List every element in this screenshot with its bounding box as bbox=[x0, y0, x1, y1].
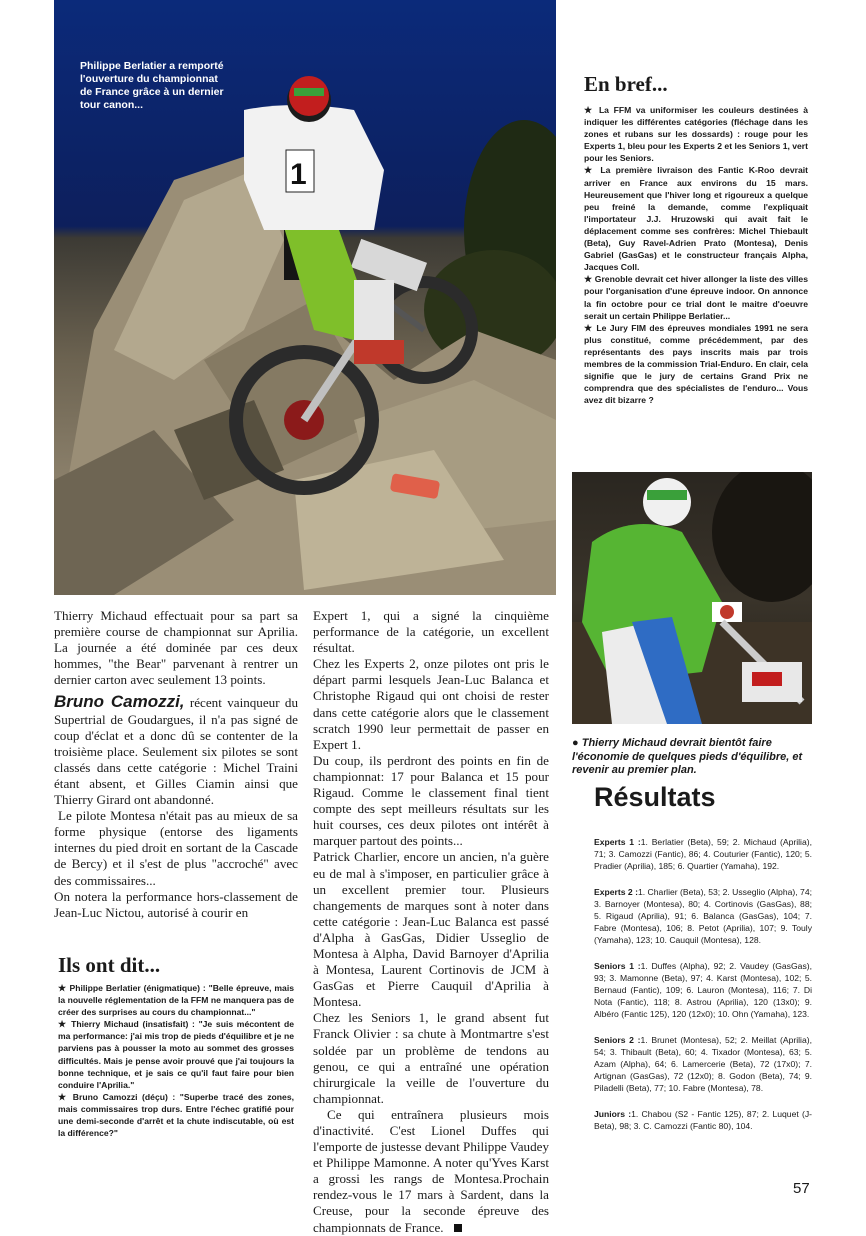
rider-number: 1 bbox=[290, 158, 307, 191]
michaud-photo-illustration bbox=[572, 472, 812, 724]
photo-caption-berlatier: Philippe Berlatier a remporté l'ouverture du championnat de France grâce à un dernier tour canon... bbox=[80, 60, 224, 111]
paragraph: Le pilote Montesa n'était pas au mieux de sa forme physique (entorse des ligaments internes du pied droit en sortant de la Cascade de Bercy) et il s'est de plus "accroché" avec des commissaires... bbox=[54, 808, 298, 888]
bullet-icon: ● bbox=[572, 737, 579, 749]
result-block: Seniors 1 :1. Duffes (Alpha), 92; 2. Vaudey (GasGas), 93; 3. Mamonne (Beta), 97; 4. Karst (Montesa), 102; 5. Bernaud (Fantic), 109; 6. Lauron (Montesa), 116; 7. Di Nota (Fantic), 118; 8. Astrou (Aprilia), 120 (13x0); 9. Albéro (Fantic 125), 120 (12x0); 10. Ohn (Yamaha), 123. bbox=[594, 960, 812, 1020]
category-label: Seniors 2 : bbox=[594, 1034, 641, 1045]
en-bref-item: ★ La FFM va uniformiser les couleurs destinées à indiquer les différentes catégories (fléchage dans les zones et rubans sur les dossards) : rouge pour les Experts 1, bleu pour les Experts 2 et les Seniors 1, vert pour les Seniors. bbox=[584, 105, 809, 164]
resultats-title: Résultats bbox=[594, 782, 716, 812]
star-icon: ★ bbox=[584, 165, 595, 176]
resultats-list bbox=[594, 836, 812, 1145]
en-bref-item: ★ Le Jury FIM des épreuves mondiales 1991 ne sera plus constitué, comme précédemment, par des représentants des pays inscrits mais par trois membres de la commission Trial-Enduro. En clair, cela signifie que le jury de certains Grand Prix ne comprendra que des spécialistes de l'enduro... Vous avez dit bizarre ? bbox=[584, 322, 808, 406]
paragraph: Patrick Charlier, encore un ancien, n'a guère eu de mal à s'imposer, en particulier grâce à un excellent premier tour. Plusieurs changements de marques sont à noter dans cette catégorie : Jean-Luc Balanca est passé d'Alpha à GasGas, Didier Usseglio de Montesa à Alpha, David Barnoyer d'Aprilia à Montesa, Laurent Cortinovis de JCM à GasGas et Pierre Cauquil d'Aprilia à Montesa. bbox=[313, 849, 549, 1010]
paragraph: Chez les Seniors 1, le grand absent fut Franck Olivier : sa chute à Montmartre s'est soldée par un problème de tendons au genou, ce qui a entraîné une opération chirurgicale la veille de l'ouverture du championnat. bbox=[313, 1010, 549, 1106]
en-bref-title: En bref... bbox=[584, 72, 668, 96]
ils-ont-dit-title: Ils ont dit... bbox=[58, 953, 161, 977]
category-label: Juniors : bbox=[594, 1108, 632, 1119]
article-column-2 bbox=[313, 608, 549, 1236]
quote-item: ★ Bruno Camozzi (déçu) : "Superbe tracé des zones, mais commissaires trop durs. Entre l'échec gratifié pour une demi-seconde d'arrêt et la chute indiscutable, où est la différence?" bbox=[58, 1091, 294, 1139]
quote-item: ★ Thierry Michaud (insatisfait) : "Je suis mécontent de ma performance: j'ai mis trop de pieds d'équilibre et je ne parviens pas à pousser la moto au sommet des grosses difficultés. Mais je pense avoir prouvé que j'ai toujours la bonne technique, et je sais ce qu'il faut faire pour bien conduire l'Aprilia." bbox=[58, 1019, 294, 1090]
result-block: Seniors 2 :1. Brunet (Montesa), 52; 2. Meillat (Aprilia), 54; 3. Thibault (Beta), 60; 4. Tixador (Montesa), 63; 5. Azam (Alpha), 64; 6. Lamercerie (Beta), 72 (17x0); 7. Artignan (GasGas), 72 (12x0); 8. Godon (Beta), 74; 9. Piladelli (Beta), 77; 10. Fabre (Montesa), 78. bbox=[594, 1034, 812, 1094]
en-bref-item: ★ La première livraison des Fantic K-Roo devrait arriver en France aux environs du 15 mars. Heureusement que l'hiver long et rigoureux a quelque peu freiné la demande, comme l'expliquait l'importateur J.J. Hruzowski qui avait fait le déplacement comme ses confrères: Michel Thiebault (Beta), Guy Ravel-Adrien Prato (Montesa), Denis Gabriel (GasGas) et le constructeur français Alpha, Jacques Coll. bbox=[584, 165, 808, 273]
category-label: Experts 1 : bbox=[594, 837, 641, 847]
photo-caption-michaud: ● Thierry Michaud devrait bientôt faire l'économie de quelques pieds d'équilibre, et revenir au premier plan. bbox=[572, 737, 803, 776]
ils-ont-dit-list bbox=[58, 982, 294, 1139]
result-block: Experts 2 :1. Charlier (Beta), 53; 2. Usseglio (Alpha), 74; 3. Barnoyer (Montesa), 80; 4. Cortinovis (GasGas), 88; 5. Rigaud (Aprilia), 91; 6. Balanca (GasGas), 104; 7. Fabre (Montesa), 106; 8. Petot (Aprilia), 107; 9. Touly (Yamaha), 123; 10. Cauquil (Montesa), 128. bbox=[594, 886, 812, 946]
article-column-1 bbox=[54, 608, 298, 921]
category-label: Experts 2 : bbox=[594, 886, 638, 897]
category-label: Seniors 1 : bbox=[594, 960, 641, 971]
star-icon: ★ bbox=[58, 983, 67, 993]
paragraph: Bruno Camozzi, récent vainqueur du Supertrial de Goudargues, il n'a pas signé de coup d'éclat et a donc dû se contenter de la troisième place. Seulement six pilotes se sont classés dans cette catégorie : Michel Traini étant absent, et Gilles Ciamin ainsi que Thierry Girard ont abandonné. bbox=[54, 692, 299, 808]
star-icon: ★ bbox=[584, 105, 595, 115]
result-block: Experts 1 :1. Berlatier (Beta), 59; 2. Michaud (Aprilia), 71; 3. Camozzi (Fantic), 86; 4. Couturier (Fantic), 120; 5. Pradier (Aprilia), 185; 6. Quartier (Yamaha), 192. bbox=[594, 837, 812, 872]
paragraph: Thierry Michaud effectuait pour sa part sa première course de championnat sur Aprilia. La journée a été dominée par ces deux hommes, "the Bear" parvenant à rentrer un dernier carton avec seulement 13 points. bbox=[54, 608, 298, 688]
en-bref-item: ★ Grenoble devrait cet hiver allonger la liste des villes pour l'organisation d'une épreuve indoor. On annonce la fin octobre pour ce trial dont le maitre d'oeuvre serait un certain Philippe Berlatier... bbox=[584, 274, 808, 321]
michaud-photo bbox=[572, 472, 812, 724]
star-icon: ★ bbox=[584, 274, 593, 285]
paragraph: Expert 1, qui a signé la cinquième performance de la catégorie, un excellent résultat. bbox=[313, 608, 549, 656]
paragraph: Ce qui entraînera plusieurs mois d'inactivité. C'est Lionel Duffes qui l'emporte de justesse devant Philippe Vaudey et Philippe Mamonne. A noter qu'Yves Karst a grossi les rangs de Montesa.Prochain rendez-vous le 17 mars à Sardent, dans la Creuse, pour la seconde épreuve des championnats de France. bbox=[313, 1106, 549, 1235]
star-icon: ★ bbox=[58, 1019, 68, 1030]
lead-name: Bruno Camozzi, bbox=[54, 692, 185, 712]
quote-item: ★ Philippe Berlatier (énigmatique) : "Belle épreuve, mais la nouvelle réglementation de la FFM ne manquera pas de créer des surprises au cours du championnat..." bbox=[58, 983, 295, 1018]
page-number: 57 bbox=[793, 1180, 810, 1197]
paragraph: On notera la performance hors-classement de Jean-Luc Nictou, autorisé à courir en bbox=[54, 888, 298, 920]
en-bref-list bbox=[584, 104, 808, 406]
end-mark-icon bbox=[454, 1224, 462, 1232]
star-icon: ★ bbox=[584, 322, 594, 333]
star-icon: ★ bbox=[58, 1091, 69, 1102]
result-block: Juniors :1. Chabou (S2 - Fantic 125), 87; 2. Luquet (J-Beta), 98; 3. C. Camozzi (Fantic 80), 104. bbox=[594, 1108, 812, 1131]
paragraph: Du coup, ils perdront des points en fin de championnat: 17 pour Balanca et 15 pour Rigaud. Comme le classement final tient compte des sept meilleurs résultats sur les huit courses, ces deux pilotes ont intérêt à marquer partout des points... bbox=[313, 752, 549, 849]
paragraph: Chez les Experts 2, onze pilotes ont pris le départ parmi lesquels Jean-Luc Balanca et Christophe Rigaud qui ont choisi de rester dans cette catégorie alors que le classement scratch 1990 leur permettait de passer en Expert 1. bbox=[313, 656, 549, 752]
